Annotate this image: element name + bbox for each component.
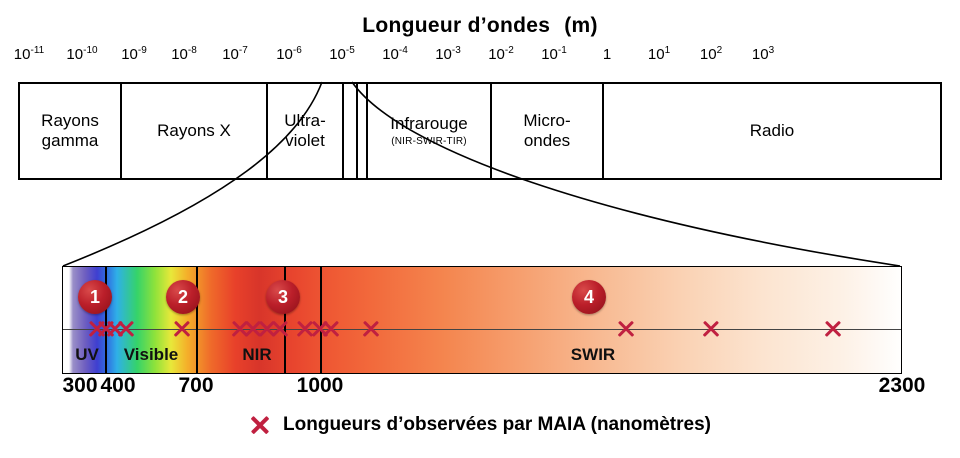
scale-tick [329,46,355,63]
spectrum-band-row [18,82,942,180]
scale-tick-mantissa: 10 [121,46,138,63]
cross-icon [249,414,271,436]
scale-tick [435,46,461,63]
scale-tick-mantissa: 1 [602,46,612,63]
scale-tick-exponent: -4 [398,45,408,56]
scale-tick-exponent: 2 [716,45,723,56]
band-label: Radio [749,121,795,141]
band-label: Infrarouge [390,114,468,134]
scale-tick [66,46,97,63]
wavelength-scale [13,45,942,74]
band-ultraviolet [268,84,344,178]
band-label-line2: ondes [523,131,571,150]
band-marker-4 [572,280,606,314]
band-rayons-x [122,84,268,178]
zoom-region-label: UV [75,345,99,364]
band-label: Rayons [41,111,99,131]
axis-number: 400 [100,374,136,397]
scale-tick-mantissa: 10 [382,46,399,63]
scale-tick-exponent: 1 [664,45,671,56]
observation-cross-icon [701,319,721,339]
scale-tick-mantissa: 10 [171,46,188,63]
observation-cross-icon [361,319,381,339]
scale-tick-exponent: -3 [451,45,461,56]
axis-number: 300 [62,374,98,397]
band-sublabel: (NIR-SWIR-TIR) [391,136,467,148]
band-label: Ultra- [284,111,326,131]
scale-tick-mantissa: 10 [541,46,558,63]
band-marker-label: 4 [583,286,594,307]
band-marker-1 [78,280,112,314]
band-micro-ondes [492,84,604,178]
scale-tick-mantissa: 10 [751,46,769,63]
scale-tick-exponent: -10 [83,45,98,56]
scale-tick [171,46,197,63]
scale-tick [603,46,611,63]
observation-cross-icon [321,319,341,339]
band-gap-2 [358,84,368,178]
scale-tick [276,46,302,63]
band-gap-1 [344,84,358,178]
scale-tick-exponent: -2 [504,45,514,56]
band-infrarouge [368,84,492,178]
band-marker-label: 2 [177,286,188,307]
band-label-line2: violet [285,131,325,150]
legend [0,414,960,436]
observation-cross-icon [823,319,843,339]
band-label: Micro- [523,111,571,131]
title-text: Longueur d’ondes [362,14,551,37]
scale-tick-mantissa: 10 [329,46,346,63]
scale-tick-mantissa: 10 [647,46,665,63]
scale-tick-mantissa: 10 [699,46,717,63]
scale-tick [222,46,248,63]
band-rayons-gamma [20,84,122,178]
observation-cross-icon [172,319,192,339]
scale-tick [121,46,147,63]
scale-tick-exponent: -8 [187,45,197,56]
scale-tick-mantissa: 10 [13,46,31,63]
scale-tick-exponent: -5 [345,45,355,56]
scale-tick-exponent: -7 [238,45,248,56]
scale-tick-exponent: -9 [137,45,147,56]
scale-tick-exponent: -11 [30,45,45,56]
zoom-region-label: SWIR [570,345,616,364]
scale-tick-mantissa: 10 [276,46,293,63]
zoomed-spectrum [62,266,902,374]
scale-tick-exponent: -1 [557,45,567,56]
observation-cross-icon [616,319,636,339]
axis-number: 1000 [296,374,344,397]
band-marker-label: 1 [89,286,100,307]
band-label: Rayons X [157,121,231,141]
axis-number: 700 [178,374,214,397]
scale-tick-mantissa: 10 [435,46,452,63]
band-marker-3 [266,280,300,314]
scale-tick [14,46,44,63]
zoom-region-label: NIR [242,345,272,364]
band-marker-label: 3 [277,286,288,307]
band-label-line2: gamma [41,131,99,150]
scale-tick-mantissa: 10 [488,46,505,63]
band-marker-2 [166,280,200,314]
scale-tick [382,46,408,63]
scale-tick-exponent: -6 [292,45,302,56]
scale-tick [752,46,774,63]
scale-tick [488,46,514,63]
scale-tick [700,46,722,63]
scale-tick [541,46,567,63]
scale-tick-mantissa: 10 [222,46,239,63]
scale-tick-mantissa: 10 [66,46,84,63]
scale-tick-exponent: 3 [768,45,775,56]
observation-cross-icon [116,319,136,339]
axis-number: 2300 [878,374,926,397]
legend-label: Longueurs d’observées par MAIA (nanomètres) [283,414,711,435]
scale-tick [648,46,670,63]
band-radio [604,84,940,178]
observation-cross-icon [270,319,290,339]
zoom-region-label: Visible [123,345,179,364]
title-unit: (m) [564,14,598,37]
zoom-axis-numbers [0,374,960,404]
page-title [0,14,960,38]
zoom-divider [196,267,198,373]
